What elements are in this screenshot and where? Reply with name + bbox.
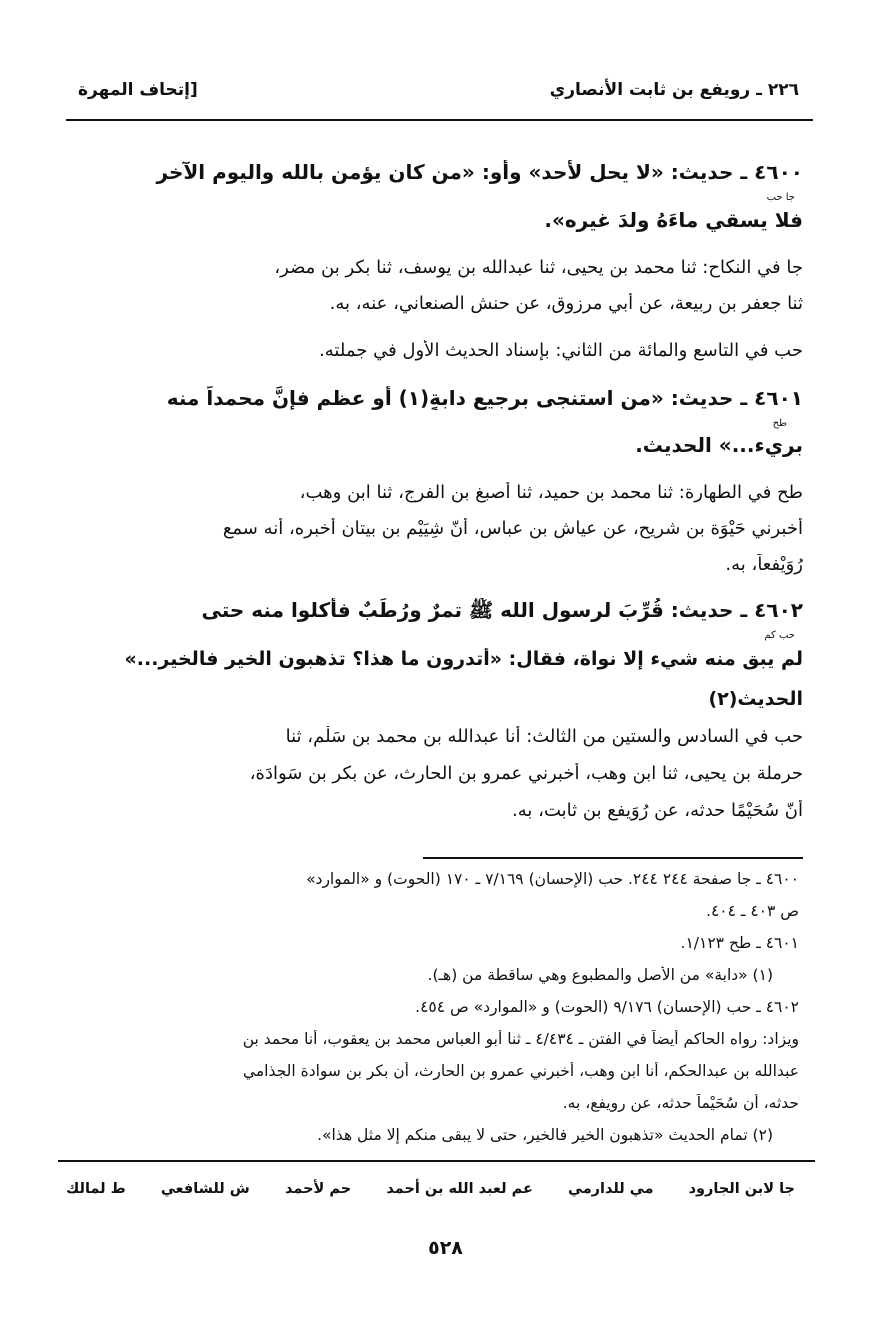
hadith-4600-text-cont: فلا يسقي ماءَهُ ولدَ غيره». — [544, 208, 803, 232]
footnote-1: (١) «دابة» من الأصل والمطبوع وهي ساقطة من (هـ). — [427, 966, 773, 984]
footnote-rule — [423, 857, 803, 859]
running-header-book: [إتحاف المهرة — [78, 80, 198, 100]
chain-4602-hb-3: أنّ سُحَيْمًا حدثه، عن رُوَيفع بن ثابت، به. — [512, 800, 803, 821]
footnote-4602-addition: ويزاد: رواه الحاكم أيضاً في الفتن ـ ٤/٤٣٤ ـ ثنا أبو العباس محمد بن يعقوب، أنا محمد بن — [242, 1030, 799, 1048]
hadith-4601-text: ٤٦٠١ ـ حديث: «من استنجى برجيع دابةٍ(١) أو عظمٍ فإنَّ محمداً منه — [166, 386, 803, 410]
chain-4601-th-3: رُوَيْفعاً، به. — [725, 554, 803, 575]
abbr-shafii: ش للشافعي — [160, 1181, 250, 1197]
chain-4600-ja-2: ثنا جعفر بن ربيعة، عن أبي مرزوق، عن حنش الصنعاني، عنه، به. — [329, 293, 803, 314]
footnote-4602-addition-cont: عبدالله بن عبدالحكم، أنا ابن وهب، أخبرني عمرو بن الحارث، أن بكر بن سوادة الجذامي — [242, 1062, 799, 1080]
chain-4601-th-2: أخبرني حَيْوَة بن شريح، عن عياش بن عباس، أنّ شِيَيْم بن بيتان أخبره، أنه سمع — [222, 518, 803, 539]
chain-4602-hb-1: حب في السادس والستين من الثالث: أنا عبدالله بن محمد بن سَلْم، ثنا — [285, 726, 803, 747]
abbreviation-key — [66, 1181, 795, 1197]
chain-4600-ja-1: جا في النكاح: ثنا محمد بن يحيى، ثنا عبدالله بن يوسف، ثنا بكر بن مضر، — [274, 257, 803, 278]
hadith-4600-text: ٤٦٠٠ ـ حديث: «لا يحل لأحد» وأو: «من كان يؤمن بالله واليوم الآخر — [156, 160, 803, 184]
chain-4602-hb-2: حرملة بن يحيى، ثنا ابن وهب، أخبرني عمرو بن الحارث، عن بكر بن سَوادَة، — [249, 763, 803, 784]
hadith-4602-sources: حب كم — [764, 630, 795, 641]
abbr-abdullah: عم لعبد الله بن أحمد — [386, 1181, 533, 1197]
hadith-4601-sources: طح — [772, 418, 787, 429]
footnote-4600-cont: ص ٤٠٣ ـ ٤٠٤. — [706, 902, 799, 920]
hadith-4602-text: ٤٦٠٢ ـ حديث: قُرِّبَ لرسول الله ﷺ تمرٌ ورُطَبٌ فأكلوا منه حتى — [201, 598, 803, 622]
abbr-malik: ط لمالك — [66, 1181, 126, 1197]
page-number: ٥٢٨ — [428, 1237, 463, 1259]
footnote-4602-addition-end: حدثه، أن سُحَيْماً حدثه، عن رويفع، به. — [562, 1094, 799, 1112]
abbr-jarud: جا لابن الجارود — [688, 1181, 795, 1197]
footnote-4601: ٤٦٠١ ـ طح ١/١٢٣. — [680, 934, 799, 952]
footnote-4602: ٤٦٠٢ ـ حب (الإحسان) ٩/١٧٦ (الحوت) و «الموارد» ص ٤٥٤. — [415, 998, 799, 1016]
abbreviation-rule — [58, 1160, 815, 1162]
abbr-ahmad: حم لأحمد — [284, 1181, 352, 1197]
hadith-4602-text-cont: لم يبق منه شيء إلا نواة، فقال: «أتدرون ما هذا؟ تذهبون الخير فالخير...» — [124, 648, 803, 670]
footnote-4600: ٤٦٠٠ ـ جا صفحة ٢٤٤ ٢٤٤. حب (الإحسان) ٧/١٦٩ ـ ١٧٠ (الحوت) و «الموارد» — [306, 870, 799, 888]
chain-4601-th-1: طح في الطهارة: ثنا محمد بن حميد، ثنا أصبغ بن الفرج، ثنا ابن وهب، — [299, 482, 803, 503]
header-rule — [66, 119, 813, 121]
hadith-4600-sources: جا حب — [766, 192, 795, 203]
running-header-title: ٢٢٦ ـ رويفع بن ثابت الأنصاري — [549, 80, 799, 100]
chain-4600-hb: حب في التاسع والمائة من الثاني: بإسناد الحديث الأول في جملته. — [319, 340, 803, 361]
abbr-darimi: مي للدارمي — [568, 1181, 654, 1197]
hadith-4602-text-end: الحديث(٢) — [708, 688, 803, 710]
hadith-4601-text-cont: بريء...» الحديث. — [635, 433, 803, 457]
footnote-2: (٢) تمام الحديث «تذهبون الخير فالخير، حتى لا يبقى منكم إلا مثل هذا». — [317, 1126, 773, 1144]
